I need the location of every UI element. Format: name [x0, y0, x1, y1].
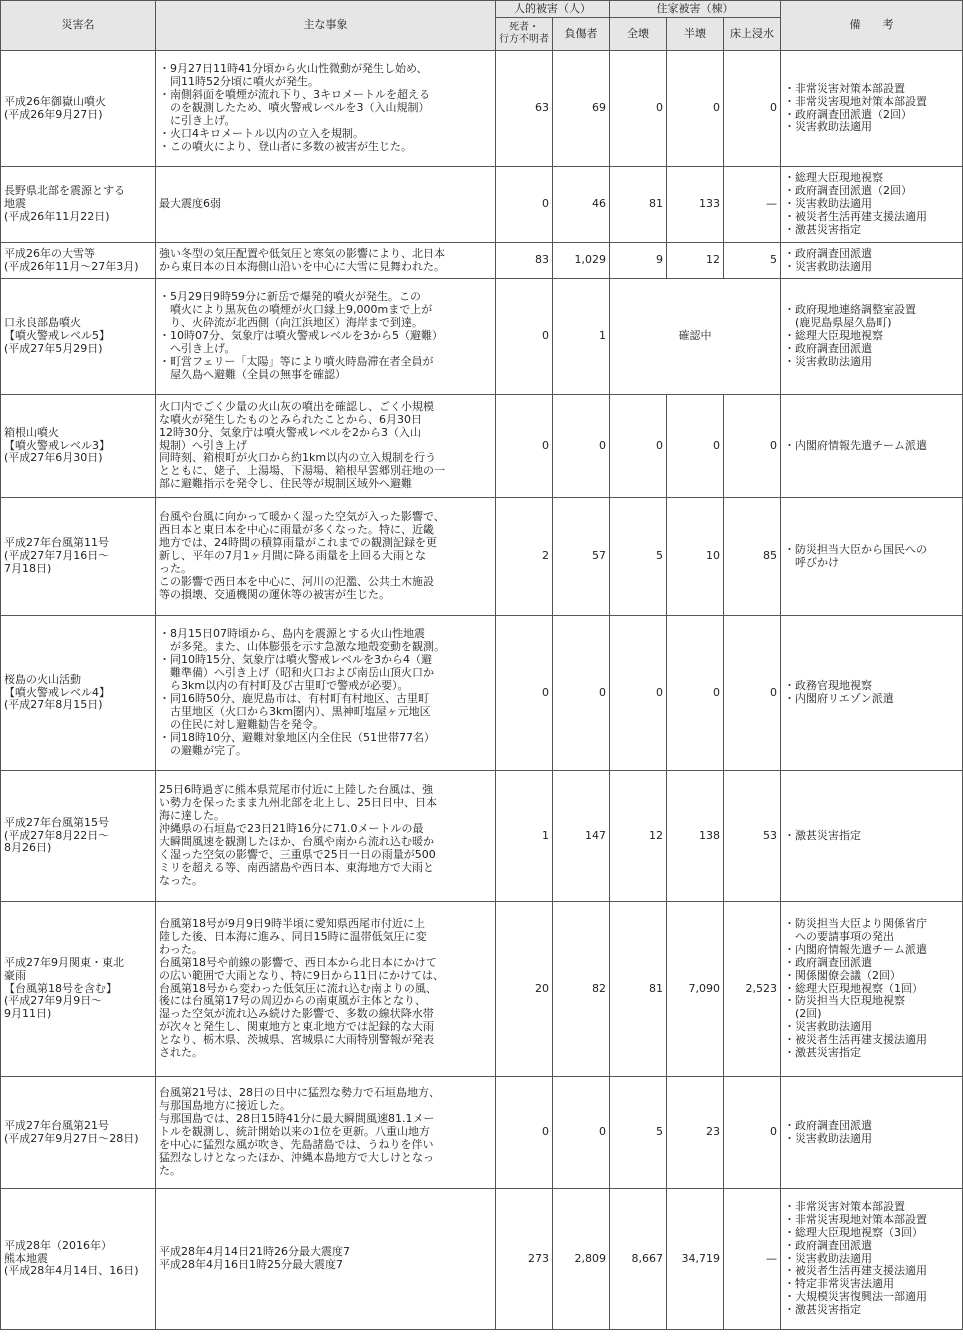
dead-missing-cell: 0 — [496, 1077, 553, 1189]
main-events-cell — [156, 1189, 496, 1330]
main-events-cell-line: 後には台風第17号の周辺からの南東風が主体となり、 — [159, 994, 426, 1008]
disaster-name-cell-line: 長野県北部を震源とする — [4, 184, 125, 198]
remarks-cell-line: ・関係閣僚会議（2回） — [784, 968, 902, 982]
main-events-cell-line: の広い範囲で大雨となり、特に9日から11日にかけては、 — [159, 968, 444, 982]
remarks-cell-line: ・内閣府情報先遣チーム派遣 — [784, 942, 928, 956]
fully-destroyed-cell: 0 — [610, 51, 667, 167]
main-events-cell-line: 最大震度6弱 — [159, 197, 221, 211]
main-events-cell-line: に引き上げ。 — [159, 113, 236, 127]
main-events-cell-line: のを観測したため、噴火警戒レベルを3（入山規制） — [159, 101, 430, 115]
main-events-cell-line: 等の損壊、交通機関の運休等の被害が生じた。 — [159, 587, 390, 601]
main-events-cell-line: 噴火により黒灰色の噴煙が火口縁上9,000mまで上が — [159, 303, 433, 317]
remarks-cell — [781, 1077, 963, 1189]
remarks-cell-line: ・政府調査団派遣（2回） — [784, 107, 913, 121]
main-events-cell-line: 大瞬間風速を観測したほか、台風や南から流れ込む暖か — [159, 835, 434, 848]
remarks-cell-line: ・政府調査団派遣（2回） — [784, 184, 913, 198]
main-events-cell-line: 与那国島では、28日15時41分に最大瞬間風速81.1メー — [159, 1112, 435, 1126]
half-destroyed-cell: 10 — [667, 498, 724, 616]
remarks-cell-line: ・被災者生活再建支援法適用 — [784, 1033, 928, 1047]
remarks-cell-line: への要請事項の発出 — [784, 929, 895, 943]
disaster-name-cell-line: (平成26年9月27日) — [4, 107, 103, 121]
above-floor-flooding-cell: — — [724, 167, 781, 243]
disaster-name-cell-line: (平成27年9月9日～ — [4, 994, 103, 1008]
table-row — [1, 902, 963, 1077]
main-events-cell — [156, 771, 496, 902]
remarks-cell-line: ・政府現地連絡調整室設置 — [784, 303, 917, 317]
remarks-cell-line: ・激甚災害指定 — [784, 1303, 862, 1317]
remarks-cell-line: ・政務官現地視察 — [784, 679, 873, 693]
disaster-name-cell — [1, 243, 156, 279]
main-events-cell-line: ・同16時50分、鹿児島市は、有村町有村地区、古里町 — [159, 692, 429, 705]
remarks-cell-line: ・非常災害対策本部設置 — [784, 81, 906, 95]
main-events-cell-line: 難準備）へ引き上げ（昭和火口および南岳山頂火口か — [159, 666, 434, 680]
remarks-cell-line: ・激甚災害指定 — [784, 1046, 862, 1060]
main-events-cell-line: ら3km以内の有村町及び古里町で警戒が必要）。 — [159, 679, 409, 693]
remarks-cell — [781, 243, 963, 279]
table-row — [1, 616, 963, 771]
remarks-cell-line: ・内閣府リエゾン派遣 — [784, 692, 894, 705]
fully-destroyed-cell: 5 — [610, 1077, 667, 1189]
main-events-cell-line: 部に避難指示を発令し、住民等が規制区域外へ避難 — [159, 477, 412, 491]
disaster-name-cell-line: 地震 — [4, 197, 26, 211]
remarks-cell — [781, 616, 963, 771]
header-dead-missing: 死者・ 行方不明者 — [496, 18, 553, 51]
disaster-name-cell-line: 【噴火警戒レベル4】 — [4, 685, 110, 699]
disaster-name-cell-line: (平成27年8月22日～ — [4, 828, 110, 842]
house-damage-cell: 確認中 — [610, 279, 781, 395]
main-events-cell-line: 台風第18号が9月9日9時半頃に愛知県西尾市付近に上 — [159, 916, 425, 930]
disaster-name-cell-line: 平成26年の大雪等 — [4, 246, 95, 260]
main-events-cell-line: が次々と発生し、関東地方と東北地方では記録的な大雨 — [159, 1020, 434, 1034]
main-events-cell-line: された。 — [159, 1046, 203, 1060]
main-events-cell — [156, 167, 496, 243]
remarks-cell-line: ・激甚災害指定 — [784, 222, 862, 236]
disaster-name-cell-line: (平成28年4月14日、16日) — [4, 1264, 139, 1278]
remarks-cell-line: ・特定非常災害法適用 — [784, 1277, 895, 1291]
half-destroyed-cell: 12 — [667, 243, 724, 279]
remarks-cell-line: ・災害救助法適用 — [784, 1251, 873, 1265]
main-events-cell-line: ・10時07分、気象庁は噴火警戒レベルを3から5（避難） — [159, 329, 443, 343]
main-events-cell-line: ・8月15日07時頃から、島内を震源とする火山性地震 — [159, 627, 425, 641]
dead-missing-cell: 2 — [496, 498, 553, 616]
remarks-cell-line: ・災害救助法適用 — [784, 1131, 873, 1145]
remarks-cell-line: ・災害救助法適用 — [784, 259, 873, 273]
main-events-cell-line: トルを観測し、統計開始以来の1位を更新。八重山地方 — [159, 1125, 430, 1139]
table-row — [1, 1189, 963, 1330]
dead-missing-cell: 20 — [496, 902, 553, 1077]
disaster-name-cell-line: 【台風第18号を含む】 — [4, 981, 117, 995]
fully-destroyed-cell: 5 — [610, 498, 667, 616]
disaster-name-cell-line: 7月18日) — [4, 561, 52, 575]
table-row — [1, 51, 963, 167]
main-events-cell-line: 猛烈なしけとなったほか、沖縄本島地方で大しけとなっ — [159, 1150, 434, 1164]
dead-missing-cell: 1 — [496, 771, 553, 902]
disaster-name-cell-line: (平成27年5月29日) — [4, 341, 103, 355]
main-events-cell-line: 屋久島へ避難（全員の無事を確認） — [159, 367, 346, 381]
disaster-name-cell-line: (平成27年9月27日～28日) — [4, 1131, 139, 1145]
remarks-cell-line: ・災害救助法適用 — [784, 1020, 873, 1034]
disaster-name-cell-line: 豪雨 — [4, 968, 26, 982]
dead-missing-cell: 63 — [496, 51, 553, 167]
main-events-cell-line: り、火砕流が北西側（向江浜地区）海岸まで到達。 — [159, 316, 423, 330]
disaster-name-cell-line: 平成26年御嶽山噴火 — [4, 94, 106, 108]
main-events-cell-line: とともに、姥子、上湯場、下湯場、箱根早雲郷別荘地の一 — [159, 464, 445, 478]
main-events-cell-line: な噴火が発生したものとみられたことから、6月30日 — [159, 412, 422, 426]
remarks-cell-line: ・被災者生活再建支援法適用 — [784, 1264, 928, 1278]
above-floor-flooding-cell: 2,523 — [724, 902, 781, 1077]
fully-destroyed-cell: 12 — [610, 771, 667, 902]
disaster-name-cell-line: (平成27年7月16日～ — [4, 549, 110, 563]
half-destroyed-cell: 0 — [667, 616, 724, 771]
main-events-cell-line: く湿った空気の影響で、三重県で25日一日の雨量が500 — [159, 847, 436, 861]
disaster-name-cell-line: 【噴火警戒レベル5】 — [4, 329, 110, 343]
main-events-cell-line: の避難が完了。 — [159, 743, 247, 757]
main-events-cell — [156, 616, 496, 771]
injured-cell: 1,029 — [553, 243, 610, 279]
main-events-cell-line: 新し、平年の7月1ヶ月間に降る雨量を上回る大雨とな — [159, 549, 426, 563]
remarks-cell — [781, 771, 963, 902]
main-events-cell-line: 規制）へ引き上げ — [159, 438, 247, 452]
injured-cell: 0 — [553, 1077, 610, 1189]
remarks-cell-line: ・政府調査団派遣 — [784, 1238, 873, 1252]
main-events-cell-line: 平成28年4月14日21時26分最大震度7 — [159, 1245, 350, 1259]
main-events-cell-line: 与那国島地方に接近した。 — [159, 1099, 291, 1113]
main-events-cell-line: わった。 — [159, 942, 203, 956]
main-events-cell — [156, 902, 496, 1077]
main-events-cell-line: へ引き上げ。 — [159, 341, 236, 355]
main-events-cell-line: の住民に対し避難勧告を発令。 — [159, 717, 324, 731]
header-house-damage: 住家被害（棟） — [610, 1, 781, 18]
header-remarks: 備 考 — [781, 1, 963, 51]
main-events-cell-line: 強い冬型の気圧配置や低気圧と寒気の影響により、北日本 — [159, 246, 445, 260]
dead-missing-cell: 0 — [496, 279, 553, 395]
half-destroyed-cell: 138 — [667, 771, 724, 902]
disaster-name-cell-line: 【噴火警戒レベル3】 — [4, 438, 110, 452]
remarks-cell-line: ・防災担当大臣より関係省庁 — [784, 916, 928, 930]
remarks-cell-line: ・内閣府情報先遣チーム派遣 — [784, 438, 928, 452]
remarks-cell — [781, 1189, 963, 1330]
main-events-cell — [156, 395, 496, 498]
header-injured: 負傷者 — [553, 18, 610, 51]
remarks-cell — [781, 167, 963, 243]
main-events-cell — [156, 279, 496, 395]
main-events-cell-line: 台風第18号から変わった低気圧に流れ込む南よりの風、 — [159, 981, 437, 995]
half-destroyed-cell: 7,090 — [667, 902, 724, 1077]
disaster-name-cell-line: 箱根山噴火 — [4, 425, 59, 439]
remarks-cell — [781, 902, 963, 1077]
disaster-name-cell-line: (平成26年11月～27年3月) — [4, 259, 139, 273]
disaster-name-cell — [1, 51, 156, 167]
dead-missing-cell: 273 — [496, 1189, 553, 1330]
above-floor-flooding-cell: 0 — [724, 51, 781, 167]
half-destroyed-cell: 23 — [667, 1077, 724, 1189]
main-events-cell-line: 台風第18号や前線の影響で、西日本から北日本にかけて — [159, 955, 437, 969]
main-events-cell-line: った。 — [159, 561, 192, 575]
above-floor-flooding-cell: 0 — [724, 1077, 781, 1189]
dead-missing-cell: 0 — [496, 167, 553, 243]
table-body — [1, 51, 963, 1330]
above-floor-flooding-cell: 85 — [724, 498, 781, 616]
injured-cell: 0 — [553, 395, 610, 498]
half-destroyed-cell: 0 — [667, 51, 724, 167]
remarks-cell-line: ・災害救助法適用 — [784, 354, 873, 368]
disaster-name-cell-line: 桜島の火山活動 — [4, 672, 81, 686]
table-row — [1, 243, 963, 279]
header-fully-destroyed: 全壊 — [610, 18, 667, 51]
main-events-cell-line: 地方では、24時間の積算雨量がこれまでの観測記録を更 — [159, 536, 437, 550]
above-floor-flooding-cell: — — [724, 1189, 781, 1330]
main-events-cell-line: ・同18時10分、避難対象地区内全住民（51世帯77名） — [159, 730, 435, 744]
main-events-cell-line: を中心に猛烈な風が吹き、先島諸島では、うねりを伴い — [159, 1137, 434, 1151]
table-row — [1, 167, 963, 243]
main-events-cell-line: 沖縄県の石垣島で23日21時16分に71.0メートルの最 — [159, 822, 424, 836]
remarks-cell-line: ・災害救助法適用 — [784, 197, 873, 211]
main-events-cell-line: なった。 — [159, 873, 203, 887]
injured-cell: 0 — [553, 616, 610, 771]
remarks-cell-line: ・政府調査団派遣 — [784, 1118, 873, 1132]
main-events-cell-line: この影響で西日本を中心に、河川の氾濫、公共土木施設 — [159, 574, 434, 588]
main-events-cell-line: 同11時52分頃に噴火が発生。 — [159, 75, 319, 89]
main-events-cell-line: ・この噴火により、登山者に多数の被害が生じた。 — [159, 139, 412, 153]
remarks-cell — [781, 279, 963, 395]
remarks-cell — [781, 498, 963, 616]
disaster-name-cell-line: 熊本地震 — [4, 1251, 48, 1265]
fully-destroyed-cell: 9 — [610, 243, 667, 279]
remarks-cell-line: ・激甚災害指定 — [784, 828, 862, 842]
remarks-cell-line: ・非常災害対策本部設置 — [784, 1199, 906, 1213]
fully-destroyed-cell: 81 — [610, 167, 667, 243]
remarks-cell-line: ・政府調査団派遣 — [784, 955, 873, 969]
disaster-name-cell-line: 平成28年（2016年） — [4, 1238, 112, 1252]
main-events-cell-line: 火口内でごく少量の火山灰の噴出を確認し、ごく小規模 — [159, 399, 434, 413]
main-events-cell — [156, 51, 496, 167]
fully-destroyed-cell: 0 — [610, 395, 667, 498]
disaster-name-cell-line: 平成27年台風第21号 — [4, 1118, 109, 1132]
main-events-cell-line: 12時30分、気象庁は噴火警戒レベルを2から3（入山 — [159, 425, 421, 439]
injured-cell: 57 — [553, 498, 610, 616]
disaster-name-cell-line: 9月11日) — [4, 1007, 52, 1021]
remarks-cell-line: ・大規模災害復興法一部適用 — [784, 1290, 928, 1304]
main-events-cell-line: 平成28年4月16日1時25分最大震度7 — [159, 1258, 343, 1271]
main-events-cell-line: ・南側斜面を噴煙が流れ下り、3キロメートルを超える — [159, 88, 430, 102]
main-events-cell-line: た。 — [159, 1163, 181, 1177]
remarks-cell-line: ・防災担当大臣現地視察 — [784, 994, 906, 1008]
dead-missing-cell: 0 — [496, 395, 553, 498]
main-events-cell-line: 同時刻、箱根町が火口から約1km以内の立入規制を行う — [159, 451, 437, 465]
remarks-cell-line: ・政府調査団派遣 — [784, 341, 873, 355]
main-events-cell-line: 25日6時過ぎに熊本県荒尾市付近に上陸した台風は、強 — [159, 783, 433, 797]
main-events-cell-line: 古里地区（火口から3km圏内）、黒神町塩屋ヶ元地区 — [159, 704, 431, 718]
main-events-cell — [156, 243, 496, 279]
disaster-name-cell — [1, 1077, 156, 1189]
main-events-cell — [156, 498, 496, 616]
table-row — [1, 1077, 963, 1189]
main-events-cell — [156, 1077, 496, 1189]
injured-cell: 147 — [553, 771, 610, 902]
disaster-name-cell-line: 平成27年台風第15号 — [4, 815, 109, 829]
main-events-cell-line: 西日本と東日本を中心に雨量が多くなった。特に、近畿 — [159, 523, 434, 537]
table-row — [1, 279, 963, 395]
injured-cell: 69 — [553, 51, 610, 167]
main-events-cell-line: 陸した後、日本海に進み、同日15時に温帯低気圧に変 — [159, 929, 427, 943]
disaster-name-cell — [1, 616, 156, 771]
fully-destroyed-cell: 0 — [610, 616, 667, 771]
main-events-cell-line: ・火口4キロメートル以内の立入を規制。 — [159, 126, 364, 140]
table-row — [1, 771, 963, 902]
main-events-cell-line: ・5月29日9時59分に新岳で爆発的噴火が発生。この — [159, 290, 421, 304]
remarks-cell-line: ・被災者生活再建支援法適用 — [784, 209, 928, 223]
remarks-cell — [781, 395, 963, 498]
disaster-name-cell-line: 平成27年台風第11号 — [4, 536, 109, 550]
remarks-cell-line: ・防災担当大臣から国民への — [784, 542, 928, 556]
disaster-name-cell-line: 口永良部島噴火 — [4, 316, 81, 330]
main-events-cell-line: 海に達した。 — [159, 809, 225, 823]
disaster-name-cell — [1, 902, 156, 1077]
header-disaster-name: 災害名 — [1, 1, 156, 51]
disaster-name-cell-line: (平成27年6月30日) — [4, 451, 103, 465]
main-events-cell-line: ・町営フェリー「太陽」等により噴火時島滞在者全員が — [159, 354, 434, 368]
disaster-name-cell — [1, 395, 156, 498]
main-events-cell-line: 湿った空気が流れ込み続けた影響で、多数の線状降水帯 — [159, 1007, 434, 1021]
remarks-cell-line: ・政府調査団派遣 — [784, 246, 873, 260]
injured-cell: 82 — [553, 902, 610, 1077]
disaster-name-cell — [1, 1189, 156, 1330]
main-events-cell-line: 台風や台風に向かって暖かく湿った空気が入った影響で、 — [159, 510, 445, 524]
half-destroyed-cell: 34,719 — [667, 1189, 724, 1330]
above-floor-flooding-cell: 53 — [724, 771, 781, 902]
half-destroyed-cell: 0 — [667, 395, 724, 498]
fully-destroyed-cell: 8,667 — [610, 1189, 667, 1330]
main-events-cell-line: が多発。また、山体膨張を示す急激な地殻変動を観測。 — [159, 640, 445, 654]
main-events-cell-line: ・9月27日11時41分頃から火山性微動が発生し始め、 — [159, 62, 428, 76]
remarks-cell-line: ・総理大臣現地視察（1回） — [784, 981, 924, 995]
disaster-name-cell-line: 平成27年9月関東・東北 — [4, 955, 124, 969]
disaster-name-cell — [1, 498, 156, 616]
disaster-name-cell-line: (平成27年8月15日) — [4, 698, 103, 712]
above-floor-flooding-cell: 0 — [724, 395, 781, 498]
header-above-floor-flooding: 床上浸水 — [724, 18, 781, 51]
main-events-cell-line: から東日本の日本海側山沿いを中心に大雪に見舞われた。 — [159, 259, 445, 273]
table-header — [1, 1, 963, 51]
header-half-destroyed: 半壊 — [667, 18, 724, 51]
disaster-name-cell-line: (平成26年11月22日) — [4, 209, 110, 223]
disaster-name-cell — [1, 279, 156, 395]
injured-cell: 1 — [553, 279, 610, 395]
disaster-name-cell-line: 8月26日) — [4, 841, 52, 855]
remarks-cell-line: (鹿児島県屋久島町) — [784, 316, 892, 330]
dead-missing-cell: 0 — [496, 616, 553, 771]
table-row — [1, 395, 963, 498]
fully-destroyed-cell: 81 — [610, 902, 667, 1077]
remarks-cell-line: ・非常災害現地対策本部設置 — [784, 94, 928, 108]
injured-cell: 2,809 — [553, 1189, 610, 1330]
remarks-cell-line: ・総理大臣現地視察（3回） — [784, 1225, 924, 1239]
remarks-cell-line: (2回) — [784, 1007, 822, 1021]
remarks-cell-line: ・非常災害現地対策本部設置 — [784, 1212, 928, 1226]
above-floor-flooding-cell: 0 — [724, 616, 781, 771]
disaster-name-cell — [1, 167, 156, 243]
main-events-cell-line: 台風第21号は、28日の日中に猛烈な勢力で石垣島地方、 — [159, 1086, 440, 1100]
disaster-name-cell — [1, 771, 156, 902]
remarks-cell-line: ・総理大臣現地視察 — [784, 329, 884, 343]
dead-missing-cell: 83 — [496, 243, 553, 279]
injured-cell: 46 — [553, 167, 610, 243]
remarks-cell-line: 呼びかけ — [784, 555, 840, 569]
remarks-cell-line: ・総理大臣現地視察 — [784, 171, 884, 185]
header-main-events: 主な事象 — [156, 1, 496, 51]
main-events-cell-line: ミリを超える等、南西諸島や西日本、東海地方で大雨と — [159, 860, 434, 874]
remarks-cell-line: ・災害救助法適用 — [784, 120, 873, 134]
half-destroyed-cell: 133 — [667, 167, 724, 243]
main-events-cell-line: となり、栃木県、茨城県、宮城県に大雨特別警報が発表 — [159, 1033, 434, 1047]
main-events-cell-line: い勢力を保ったまま九州北部を北上し、25日日中、日本 — [159, 796, 437, 810]
above-floor-flooding-cell: 5 — [724, 243, 781, 279]
remarks-cell — [781, 51, 963, 167]
table-row — [1, 498, 963, 616]
header-human-damage: 人的被害（人） — [496, 1, 610, 18]
main-events-cell-line: ・同10時15分、気象庁は噴火警戒レベルを3から4（避 — [159, 653, 432, 667]
